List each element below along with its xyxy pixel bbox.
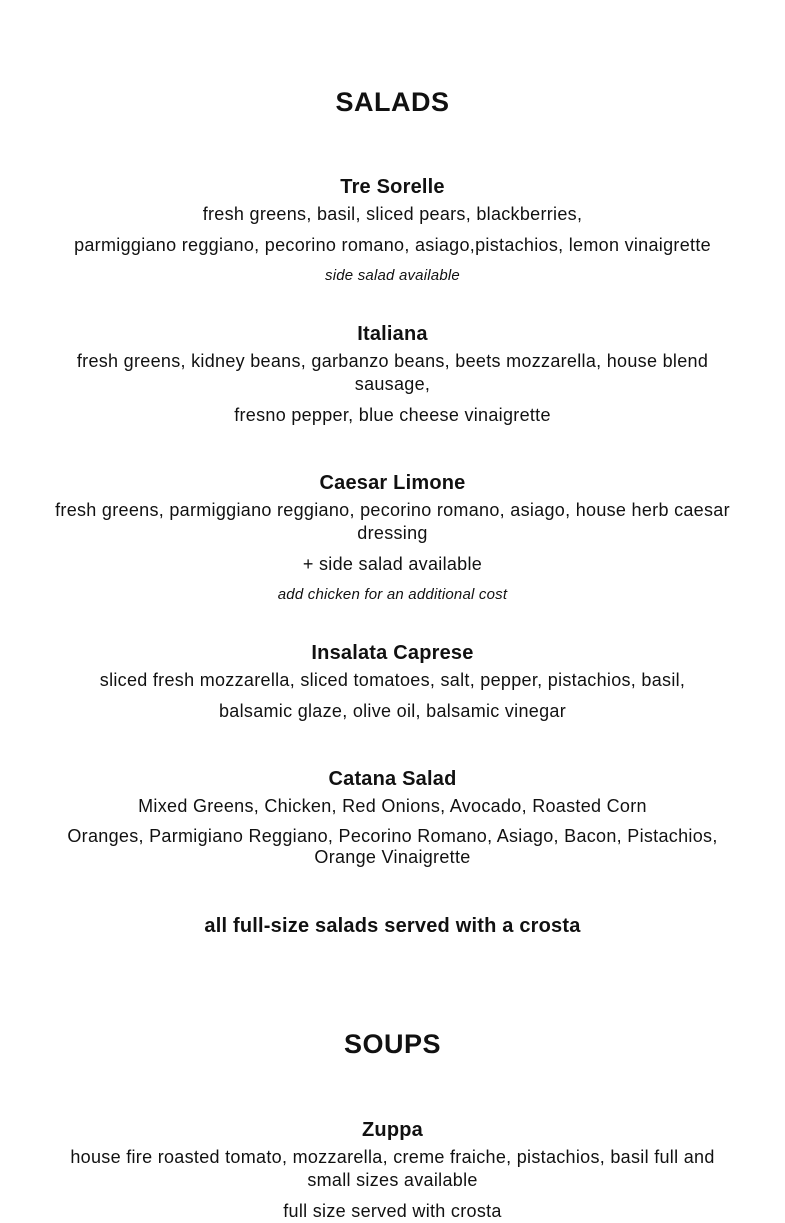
menu-item-zuppa bbox=[40, 1118, 745, 1223]
item-name: Caesar Limone bbox=[319, 472, 466, 494]
item-description: balsamic glaze, olive oil, balsamic vinegar bbox=[218, 701, 567, 721]
item-name: Zuppa bbox=[362, 1119, 423, 1141]
menu-item-italiana bbox=[40, 322, 745, 427]
menu-item-caesar-limone bbox=[40, 471, 745, 604]
soups-heading: SOUPS bbox=[343, 1029, 442, 1059]
item-description: Oranges, Parmigiano Reggiano, Pecorino Romano, Asiago, Bacon, Pistachios, Orange Vinaigrette bbox=[67, 826, 718, 867]
item-description: full size served with crosta bbox=[283, 1201, 502, 1221]
item-description: sliced fresh mozzarella, sliced tomatoes, salt, pepper, pistachios, basil, bbox=[99, 670, 686, 690]
salads-heading: SALADS bbox=[335, 87, 450, 117]
item-note: add chicken for an additional cost bbox=[277, 586, 508, 603]
salads-footer-note: all full-size salads served with a crosta bbox=[204, 915, 581, 937]
item-name: Insalata Caprese bbox=[311, 642, 474, 664]
menu-item-tre-sorelle bbox=[40, 175, 745, 285]
item-description: + side salad available bbox=[302, 554, 483, 574]
item-name: Catana Salad bbox=[328, 768, 457, 790]
item-description: fresh greens, basil, sliced pears, blackberries, bbox=[202, 204, 583, 224]
menu-item-catana-salad bbox=[40, 767, 745, 868]
item-name: Tre Sorelle bbox=[340, 176, 445, 198]
item-description: Mixed Greens, Chicken, Red Onions, Avocado, Roasted Corn bbox=[138, 796, 647, 816]
item-name: Italiana bbox=[357, 323, 428, 345]
item-description: parmiggiano reggiano, pecorino romano, asiago,pistachios, lemon vinaigrette bbox=[74, 235, 711, 255]
menu-item-insalata-caprese bbox=[40, 641, 745, 723]
item-description: fresh greens, kidney beans, garbanzo beans, beets mozzarella, house blend sausage, bbox=[76, 351, 709, 394]
item-description: fresno pepper, blue cheese vinaigrette bbox=[234, 405, 551, 425]
item-note: side salad available bbox=[325, 267, 460, 284]
item-description: fresh greens, parmiggiano reggiano, pecorino romano, asiago, house herb caesar dressing bbox=[55, 500, 730, 543]
item-description: house fire roasted tomato, mozzarella, creme fraiche, pistachios, basil full and small sizes available bbox=[70, 1147, 715, 1190]
